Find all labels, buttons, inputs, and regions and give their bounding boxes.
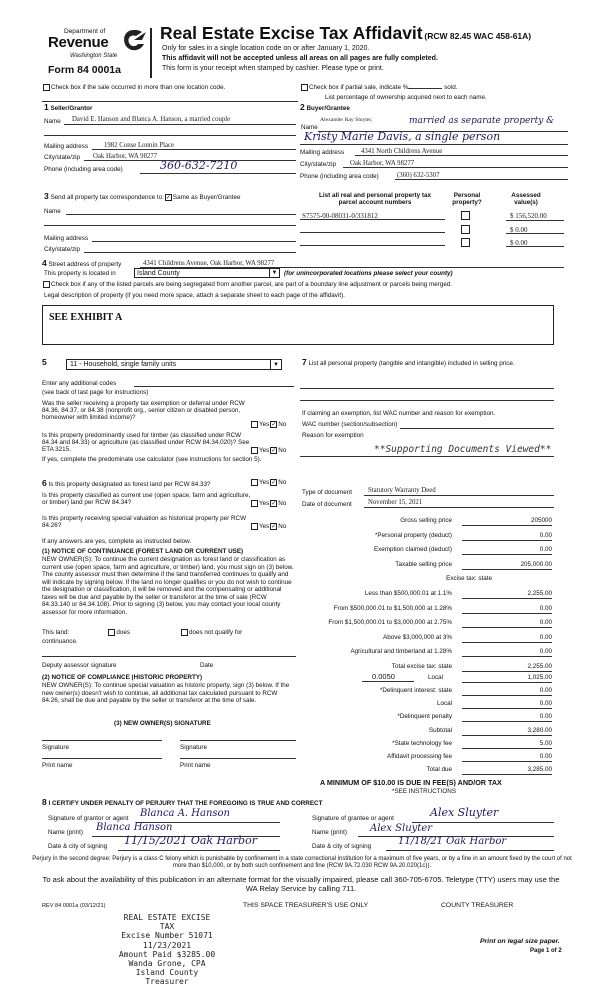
tax-row-label: From $1,500,000.01 to $3,000,000 at 2.75%: [328, 619, 452, 627]
sec5-q3: If yes, complete the predominate use calculator (see instructions for section 5).: [42, 456, 262, 463]
sec5-q2: Is this property predominantly used for timber (as classified under RCW 84.34 and 84.33) or agriculture (as classified under RCW 84.34.020)? See ETA 3215.: [42, 432, 250, 454]
tax-row-label: Taxable selling price: [395, 560, 452, 568]
alt-format-note: To ask about the availability of this publication in an alternate format for the visually impaired, please call 360-705-6705. Teletype (TTY) users may use the WA Relay Service by calling 711.: [42, 875, 560, 894]
continuance: continuance.: [42, 638, 78, 645]
sec3-mail-label: Mailing address: [44, 235, 89, 242]
buyer-mail-label: Mailing address: [300, 149, 345, 156]
tax-row-value[interactable]: 0.00: [462, 532, 552, 541]
tax-row-label: Exemption claimed (deduct): [373, 546, 452, 554]
doc-date-value[interactable]: November 15, 2021: [368, 499, 423, 506]
buyer-phone-value[interactable]: (360) 632-5307: [397, 172, 440, 179]
rev-label: REV 84 0001a (03/12/21): [42, 903, 106, 909]
tax-row: [300, 663, 552, 673]
supporting-docs: **Supporting Documents Viewed**: [374, 444, 552, 455]
seller-name-label: Name: [44, 118, 61, 125]
tax-row: [300, 561, 552, 571]
does-checkbox[interactable]: [108, 629, 115, 636]
tax-row: [300, 546, 552, 556]
tax-row-label: Above $3,000,000 at 3%: [383, 633, 452, 641]
tax-row: [300, 687, 552, 697]
legal-desc-label: Legal description of property (if you need more space, attach a separate sheet to each page of the affidavit).: [44, 292, 345, 299]
ownership-note: List percentage of ownership acquired next to each name.: [325, 94, 487, 101]
sec3-name-label: Name: [44, 208, 61, 215]
revenue-swirl-icon: [120, 28, 148, 54]
tax-row-value[interactable]: 0.00: [462, 605, 552, 614]
chevron-down-icon: ▼: [270, 360, 281, 370]
sec5-q1-answer[interactable]: Yes ✓ No: [250, 421, 286, 428]
tax-row: [300, 634, 552, 644]
tax-row-label: Gross selling price: [400, 517, 452, 524]
sec6-q3: Is this property receiving special valuation as historical property per RCW 84.26?: [42, 515, 247, 530]
form-title: Real Estate Excise Tax Affidavit (RCW 82.45 WAC 458-61A): [160, 23, 532, 43]
buyer-heading: 2 Buyer/Grantee: [300, 102, 350, 112]
grantor-sig-label: Signature of grantor or agent: [48, 815, 129, 822]
revenue-logo: Department of Revenue Washington State Form 84 0001a: [42, 26, 157, 82]
tax-row: [300, 532, 552, 542]
tax-row-value[interactable]: 0.00: [462, 753, 552, 762]
tax-row-label: Local: [436, 700, 452, 708]
deputy-date: Date: [200, 662, 214, 669]
tax-row: [300, 740, 552, 750]
legal-description-box[interactable]: SEE EXHIBIT A: [42, 305, 554, 345]
grantee-date[interactable]: 11/18/21 Oak Harbor: [398, 836, 507, 847]
doc-type-value[interactable]: Statutory Warranty Deed: [368, 487, 436, 494]
buyer-name-label: Name: [301, 124, 318, 131]
seller-mail-value[interactable]: 1982 Conse Lonnin Place: [104, 142, 175, 149]
grantor-name-label: Name (print): [48, 829, 83, 836]
tax-row-value[interactable]: 0.00: [462, 648, 552, 657]
header-line2: This affidavit will not be accepted unless all areas on all pages are fully completed.: [162, 55, 438, 62]
grantor-signature[interactable]: Blanca A. Hanson: [140, 808, 230, 819]
tax-row-label: Excise tax: state: [446, 575, 492, 583]
parcel-head: List all real and personal property tax parcel account numbers: [319, 192, 431, 207]
personal-property-checkbox-2[interactable]: [461, 225, 470, 234]
seller-phone-label: Phone (including area code): [44, 166, 123, 173]
tax-row-value[interactable]: 0.00: [462, 700, 552, 709]
header-line1: Only for sales in a single location code on or after January 1, 2020.: [162, 45, 370, 52]
tax-row-label: *Delinquent interest: state: [379, 687, 452, 694]
treasurer-stamp: REAL ESTATE EXCISE TAX Excise Number 51071 11/23/2021 Amount Paid $3285.00 Wanda Grone, CPA Island County Treasurer: [118, 913, 216, 987]
tax-row-value[interactable]: 3,285.00: [462, 766, 552, 775]
wac-label: WAC number (section/subsection): [302, 421, 398, 428]
county-select[interactable]: Island County ▼: [134, 268, 280, 278]
assessed-value-3[interactable]: $ 0.00: [510, 239, 528, 247]
personal-property-checkbox-1[interactable]: [461, 211, 470, 220]
grantor-date[interactable]: 11/15/2021 Oak Harbor: [124, 834, 257, 847]
tax-row-value[interactable]: 0.00: [462, 619, 552, 628]
tax-row: [300, 648, 552, 658]
tax-row-value[interactable]: 0.00: [462, 546, 552, 555]
parcel-number-1[interactable]: S7575-00-08031-0/331812: [302, 212, 378, 220]
notice1-text: NEW OWNER(S): To continue the current designation as forest land or classification as current use (open space, farm and agriculture, or timber) land, you must sign on (3) below. The county assessor must then determine if the land transferred continues to qualify and will indicate by signing below. If the land no longer qualifies or you do not wish to continue the designation or classification, it will be removed and the compensating or additional taxes will be due and payable by the seller or transferor at the time of sale (RCW 84.33.140 or 84.34.108). Prior to signing (3) below, you may contact your local county assessor for more information.: [42, 556, 294, 616]
header-line3: This form is your receipt when stamped by cashier. Please type or print.: [162, 65, 384, 72]
tax-row: [300, 766, 552, 776]
grantee-sig-label: Signature of grantee or agent: [312, 815, 394, 822]
sec7-text: 7 List all personal property (tangible and intangible) included in selling price.: [302, 357, 515, 367]
doc-type-label: Type of document: [302, 489, 353, 496]
tax-row-value[interactable]: 2,255.00: [462, 590, 552, 599]
assessed-value-2[interactable]: $ 0.00: [510, 226, 528, 234]
sec6-q2: Is this property classified as current use (open space, farm and agriculture, or timber) land per RCW 84.34?: [42, 492, 251, 507]
tax-row-value[interactable]: 0.00: [462, 687, 552, 696]
uninc-note: (for unincorporated locations please select your county): [284, 270, 453, 277]
exempt-label: If claiming an exemption, list WAC number and reason for exemption.: [302, 410, 496, 417]
tax-row: [300, 605, 552, 615]
sec6-q2-answer[interactable]: Yes ✓ No: [250, 500, 286, 507]
tax-row-label: Total due: [426, 766, 452, 774]
does-not-checkbox[interactable]: [181, 629, 188, 636]
county-treasurer: COUNTY TREASURER: [441, 902, 514, 909]
tax-row-label: *Delinquent penalty: [397, 713, 452, 721]
personal-property-checkbox-3[interactable]: [461, 238, 470, 247]
same-as-buyer-checkbox[interactable]: ✓: [165, 194, 171, 201]
see-instructions: *SEE INSTRUCTIONS: [392, 788, 457, 795]
tax-row: [300, 753, 552, 763]
perjury-note: Perjury in the second degree: Perjury is a class C felony which is punishable by confinement in a state correctional institution for a maximum of five years, or by a fine in an amount fixed by the court of not more than $10,000, or by both such confinement and fine (RCW 9A.72.030 RCW 9A.20.020(1c)).: [32, 856, 572, 870]
buyer-name-value[interactable]: Alexander Ray Sluyter,: [320, 117, 373, 123]
tax-row: [300, 619, 552, 629]
sec3-correspondence: 3 Send all property tax correspondence to: ✓ Same as Buyer/Grantee: [44, 191, 241, 201]
property-address[interactable]: 4341 Childrens Avenue, Oak Harbor, WA 98277: [143, 260, 275, 267]
buyer-phone-label: Phone (including area code): [300, 173, 379, 180]
local-value[interactable]: 1,025.00: [462, 674, 552, 683]
seller-name-value[interactable]: David E. Hanson and Blanca A. Hanson, a married couple: [72, 116, 231, 123]
grantor-print[interactable]: Blanca Hanson: [96, 822, 173, 833]
chevron-down-icon: ▼: [269, 269, 279, 278]
tax-row: [300, 713, 552, 723]
buyer-mail-value[interactable]: 4341 North Childrens Avenue: [361, 148, 443, 155]
tax-row-value[interactable]: 5.00: [462, 740, 552, 749]
tax-row-value[interactable]: 205000: [462, 517, 552, 526]
tax-row-value[interactable]: 2,255.00: [462, 663, 552, 672]
notice3-head: (3) NEW OWNER(S) SIGNATURE: [114, 720, 211, 727]
tax-row: [300, 727, 552, 737]
notice2-head: (2) NOTICE OF COMPLIANCE (HISTORIC PROPERTY): [42, 674, 203, 681]
sec5-q2-answer[interactable]: Yes ✓ No: [250, 447, 286, 454]
assessed-head: Assessed value(s): [511, 192, 541, 207]
sec6-q3-answer[interactable]: Yes ✓ No: [250, 523, 286, 530]
located-label: This property is located in: [44, 270, 116, 277]
local-label: Local: [428, 674, 444, 681]
tax-row: [300, 575, 552, 585]
tax-row-label: Subtotal: [428, 726, 452, 734]
treasurer-space: THIS SPACE TREASURER'S USE ONLY: [243, 902, 369, 909]
certify: 8 I CERTIFY UNDER PENALTY OF PERJURY THAT THE FOREGOING IS TRUE AND CORRECT: [42, 797, 323, 807]
tax-row-label: Agricultural and timberland at 1.28%: [350, 648, 452, 656]
multi-location-check[interactable]: Check box if the sale occurred in more than one location code.: [42, 84, 225, 91]
tax-row-label: Less than $500,000.01 at 1.1%: [364, 590, 452, 597]
seller-mail-label: Mailing address: [44, 143, 89, 150]
notice2-text: NEW OWNER(S): To continue special valuation as historic property, sign (3) below. If the new owner(s) doesn't wish to continue, all additional tax calculated pursuant to RCW 84.26, shall be due and payable by the seller or transferor at the time of sale.: [42, 682, 290, 705]
local-rate: 0.0050: [372, 672, 395, 681]
tax-row-label: *Personal property (deduct): [374, 531, 452, 539]
page-number: Page 1 of 2: [530, 948, 562, 954]
assessed-value-1[interactable]: $ 156,520.00: [510, 212, 547, 220]
partial-sale-check[interactable]: Check box if partial sale, indicate % sold.: [300, 84, 457, 91]
sec6-ifany: If any answers are yes, complete as instructed below.: [42, 538, 192, 545]
personal-head: Personal property?: [452, 192, 482, 207]
buyer-city-value[interactable]: Oak Harbor, WA 98277: [350, 160, 415, 167]
grantee-print[interactable]: Alex Sluyter: [370, 823, 433, 834]
grantee-date-label: Date & city of signing: [312, 843, 372, 850]
minimum-note: A MINIMUM OF $10.00 IS DUE IN FEE(S) AND/OR TAX: [320, 778, 502, 787]
legal-size-note: Print on legal size paper.: [480, 938, 560, 945]
header-divider: [150, 28, 152, 78]
doc-date-label: Date of document: [302, 501, 352, 508]
tax-row-label: Affidavit processing fee: [387, 753, 452, 760]
seller-heading: 1 Seller/Grantor: [44, 102, 93, 112]
tax-row-value[interactable]: 205,000.00: [462, 561, 552, 570]
segregated-check[interactable]: Check box if any of the listed parcels are being segregated from another parcel, are part of a boundary line adjustment or parcels being merged.: [42, 281, 452, 288]
deputy-sig: Deputy assessor signature: [42, 662, 117, 669]
buyer-city-label: City/state/zip: [300, 161, 337, 168]
grantee-name-label: Name (print): [312, 829, 347, 836]
grantee-signature[interactable]: Alex Sluyter: [430, 806, 499, 819]
tax-row-value[interactable]: 0.00: [462, 713, 552, 722]
notice1-head: (1) NOTICE OF CONTINUANCE (FOREST LAND OR CURRENT USE): [42, 548, 244, 555]
seller-phone-value[interactable]: 360-632-7210: [160, 159, 238, 172]
sec3-city-label: City/state/zip: [44, 246, 81, 253]
tax-row-label: From $500,000.01 to $1,500,000 at 1.28%: [333, 604, 452, 612]
additional-codes: Enter any additional codes: [42, 380, 117, 387]
new-owner-sig-1: Signature: [42, 744, 69, 751]
buyer-name-hw2: Kristy Marie Davis, a single person: [304, 130, 501, 143]
sec6-q1: 6 Is this property designated as forest land per RCW 84.33?: [42, 478, 211, 488]
tax-row-value[interactable]: 0.00: [462, 634, 552, 643]
buyer-name-hw1: married as separate property &: [409, 116, 555, 126]
sec6-q1-answer[interactable]: Yes ✓ No: [250, 479, 286, 486]
this-land: This land: does does not qualify for: [42, 629, 243, 637]
tax-row: [300, 517, 552, 527]
seller-city-label: City/state/zip: [44, 154, 81, 161]
tax-row-value[interactable]: 3,280.00: [462, 727, 552, 736]
tax-row-label: Total excise tax: state: [391, 663, 452, 670]
new-owner-print-1: Print name: [42, 762, 73, 769]
tax-row: [300, 590, 552, 600]
sec4-street: 4 Street address of property: [42, 258, 122, 268]
new-owner-print-2: Print name: [180, 762, 211, 769]
new-owner-sig-2: Signature: [180, 744, 207, 751]
see-back: (see back of last page for instructions): [42, 389, 149, 396]
sec5-num: 5: [42, 357, 47, 367]
use-code-select[interactable]: 11 - Household, single family units ▼: [66, 359, 282, 370]
grantor-date-label: Date & city of signing: [48, 843, 108, 850]
sec5-q1: Was the seller receiving a property tax exemption or deferral under RCW 84.36, 84.37, or 84.38 (nonprofit org., senior citizen or disabled person, homeowner with limited income)?: [42, 400, 245, 422]
tax-row-label: *State technology fee: [392, 739, 452, 747]
reason-label: Reason for exemption: [302, 432, 364, 439]
seller-city-value[interactable]: Oak Harbor, WA 98277: [93, 153, 158, 160]
tax-row: [300, 700, 552, 710]
